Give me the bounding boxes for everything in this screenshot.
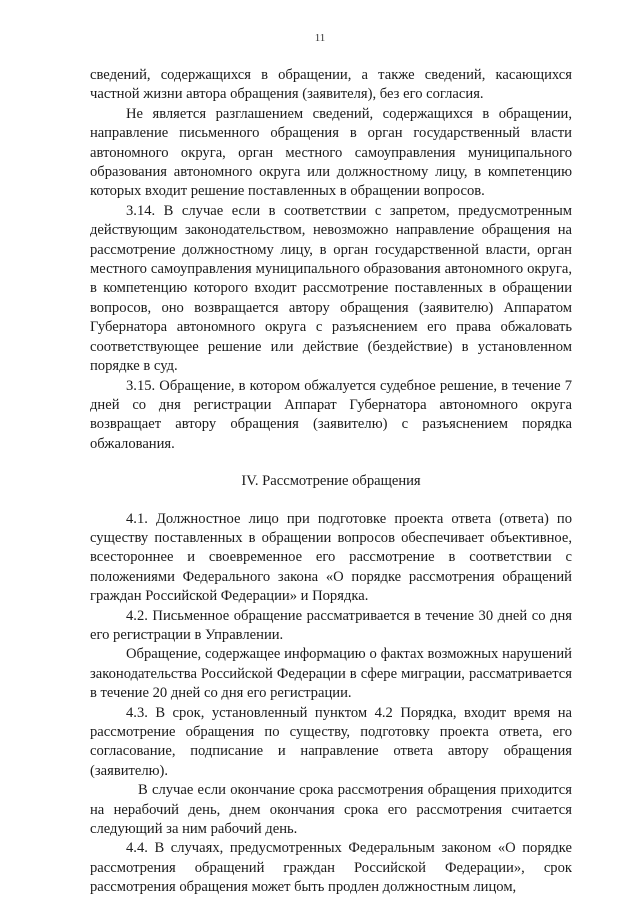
paragraph-disclosure: Не является разглашением сведений, содержащихся в обращении, направление письменного обращения в орган государственный власти автономного округа, орган местного самоуправления муниципального образования автономного округа или должностному лицу, в компетенцию которых входит решение поставленных в обращении вопросов. bbox=[90, 105, 572, 200]
page-number: 11 bbox=[314, 32, 326, 44]
paragraph-4-2: 4.2. Письменное обращение рассматривается в течение 30 дней со дня его регистрации в Управлении. bbox=[90, 607, 572, 643]
paragraph-4-4: 4.4. В случаях, предусмотренных Федеральным законом «О порядке рассмотрения обращений граждан Российской Федерации», срок рассмотрения обращения может быть продлен должностным лицом, bbox=[90, 840, 572, 896]
paragraph-3-15: 3.15. Обращение, в котором обжалуется судебное решение, в течение 7 дней со дня регистрации Аппарат Губернатора автономного округа возвращает автору обращения (заявителю) с разъяснением порядка обжалования. bbox=[90, 377, 572, 452]
paragraph-continuation: сведений, содержащихся в обращении, а также сведений, касающихся частной жизни автора обращения (заявителя), без его согласия. bbox=[90, 67, 572, 103]
paragraph-nonworking-day: В случае если окончание срока рассмотрения обращения приходится на нерабочий день, днем окончания срока его рассмотрения считается следующий за ним рабочий день. bbox=[90, 782, 572, 838]
paragraph-4-3: 4.3. В срок, установленный пунктом 4.2 Порядка, входит время на рассмотрение обращения по существу, подготовку проекта ответа, его согласование, подписание и направление ответа автору обращения (заявителю). bbox=[90, 704, 572, 779]
paragraph-3-14: 3.14. В случае если в соответствии с запретом, предусмотренным действующим законодательством, невозможно направление обращения на рассмотрение должностному лицу, в орган государственной власти, орган местного самоуправления муниципального образования автономного округа, в компетенцию которого входит рассмотрение поставленных в обращении вопросов, оно возвращается автору обращения (заявителю) Аппаратом Губернатора автономного округа с разъяснением его права обжаловать соответствующее решение или действие (бездействие) в установленном порядке в суд. bbox=[90, 202, 572, 375]
paragraph-4-1: 4.1. Должностное лицо при подготовке проекта ответа (ответа) по существу поставленных в обращении вопросов обеспечивает объективное, всестороннее и своевременное его рассмотрение в соответствии с положениями Федерального закона «О порядке рассмотрения обращений граждан Российской Федерации» и Порядка. bbox=[90, 510, 572, 605]
section-heading: IV. Рассмотрение обращения bbox=[241, 473, 421, 490]
document-body bbox=[90, 66, 572, 898]
paragraph-migration: Обращение, содержащее информацию о фактах возможных нарушений законодательства Российской Федерации в сфере миграции, рассматривается в течение 20 дней со дня его регистрации. bbox=[90, 646, 572, 702]
